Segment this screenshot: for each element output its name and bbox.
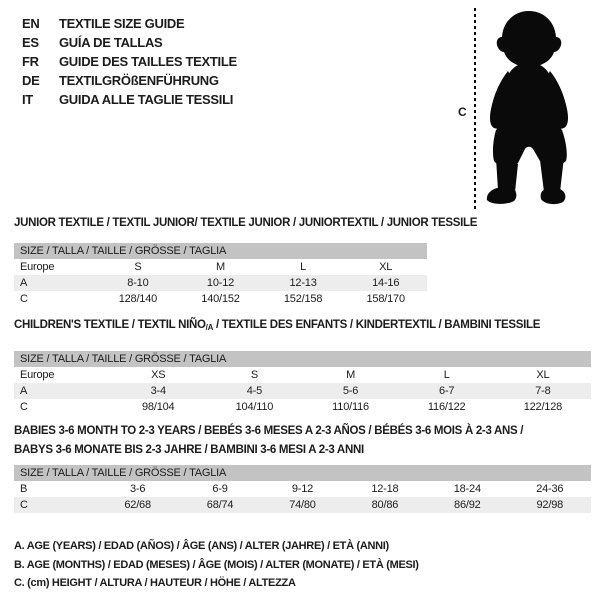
size-value-cell: 3-6 (129, 483, 146, 495)
guide-title: GUÍA DE TALLAS (59, 35, 163, 50)
size-value-cell: 3-4 (150, 385, 166, 397)
row-label-cell: Europe (20, 261, 55, 273)
size-value-cell: 140/152 (201, 293, 240, 305)
size-header-bar: SIZE / TALLA / TAILLE / GRÖSSE / TAGLIA (14, 243, 427, 259)
section-title-junior (14, 214, 477, 233)
table-row (14, 497, 591, 513)
size-value-cell: 80/86 (371, 499, 399, 511)
table-row (14, 275, 427, 291)
size-value-cell: 152/158 (283, 293, 323, 305)
section-title-text: BABYS 3-6 MONATE BIS 2-3 JAHRE / BAMBINI 3-6 MESI A 2-3 ANNI (14, 444, 364, 456)
size-value-cell: M (346, 369, 356, 381)
size-value-cell: 128/140 (118, 293, 158, 305)
size-value-cell: 158/170 (366, 293, 405, 305)
language-title-list (22, 14, 237, 109)
table-row (14, 291, 427, 307)
table-row (14, 399, 591, 415)
size-value-cell: XL (536, 369, 550, 381)
junior-size-table (14, 243, 427, 307)
size-table (14, 243, 427, 307)
size-value-cell: 9-12 (291, 483, 314, 495)
language-code: EN (22, 16, 40, 31)
size-value-cell: S (134, 261, 142, 273)
height-marker-label: C (458, 105, 467, 119)
legend-note-b: B. AGE (MONTHS) / EDAD (MESES) / ÂGE (MOIS) / ALTER (MONATE) / ETÀ (MESI) (14, 558, 419, 571)
size-value-cell: 110/116 (332, 401, 369, 413)
language-row-de (22, 71, 237, 90)
section-title-text: BABIES 3-6 MONTH TO 2-3 YEARS / BEBÉS 3-6 MESES A 2-3 AÑOS / BÉBÉS 3-6 MOIS À 2-3 ANS / (14, 425, 524, 437)
size-header-bar: SIZE / TALLA / TAILLE / GRÖSSE / TAGLIA (14, 351, 591, 367)
row-label-cell: Europe (20, 369, 55, 381)
language-row-en (22, 14, 237, 33)
height-dotted-line (474, 8, 476, 210)
size-value-cell: 18-24 (453, 483, 481, 495)
baby-silhouette-icon (481, 8, 577, 210)
size-value-cell: L (300, 261, 307, 273)
language-code: IT (22, 92, 33, 107)
children-size-table (14, 351, 591, 415)
table-row (14, 259, 427, 275)
size-value-cell: 68/74 (206, 499, 234, 511)
size-value-cell: 104/110 (235, 401, 274, 413)
size-table (14, 465, 591, 513)
language-code: FR (22, 54, 39, 69)
size-value-cell: 62/68 (124, 499, 151, 511)
language-row-fr (22, 52, 237, 71)
guide-title: TEXTILE SIZE GUIDE (59, 16, 185, 31)
row-label-cell: C (20, 499, 28, 511)
legend-notes (14, 537, 419, 593)
section-title-text: CHILDREN'S TEXTILE / TEXTIL NIÑO (14, 319, 206, 331)
size-value-cell: 14-16 (372, 277, 400, 289)
table-row (14, 367, 591, 383)
size-value-cell: 5-6 (342, 385, 359, 397)
row-label-cell: B (20, 483, 28, 495)
size-value-cell: 6-9 (212, 483, 228, 495)
size-table (14, 351, 591, 415)
babies-size-table (14, 465, 591, 513)
language-code: ES (22, 35, 39, 50)
language-code: DE (22, 73, 40, 88)
size-value-cell: L (443, 369, 450, 381)
size-value-cell: 86/92 (454, 499, 481, 511)
size-value-cell: 8-10 (127, 277, 149, 289)
size-value-cell: 24-36 (536, 483, 564, 495)
size-value-cell: 116/122 (427, 401, 466, 413)
guide-title: GUIDA ALLE TAGLIE TESSILI (59, 92, 234, 107)
language-row-es (22, 33, 237, 52)
row-label-cell: A (20, 385, 28, 397)
section-title-text: / TEXTILE DES ENFANTS / KINDERTEXTIL / BAMBINI TESSILE (213, 319, 541, 331)
size-value-cell: S (250, 369, 258, 381)
size-value-cell: 98/104 (142, 401, 175, 413)
title-subscript: /A (205, 323, 214, 332)
size-value-cell: 6-7 (439, 385, 455, 397)
table-row (14, 481, 591, 497)
size-value-cell: 7-8 (535, 385, 551, 397)
guide-title: GUIDE DES TAILLES TEXTILE (59, 54, 237, 69)
size-value-cell: M (216, 261, 225, 273)
size-value-cell: 74/80 (289, 499, 316, 511)
row-label-cell: A (20, 277, 28, 289)
size-value-cell: 4-5 (246, 385, 263, 397)
size-value-cell: 10-12 (206, 277, 235, 289)
legend-note-a: A. AGE (YEARS) / EDAD (AÑOS) / ÂGE (ANS) / ALTER (JAHRE) / ETÀ (ANNI) (14, 540, 389, 552)
language-row-it (22, 90, 237, 109)
section-title-text: JUNIOR TEXTILE / TEXTIL JUNIOR/ TEXTILE JUNIOR / JUNIORTEXTIL / JUNIOR TESSILE (14, 217, 478, 229)
legend-note-c: C. (cm) HEIGHT / ALTURA / HAUTEUR / HÖHE / ALTEZZA (14, 577, 296, 589)
size-value-cell: XL (379, 261, 393, 273)
size-value-cell: 122/128 (523, 401, 563, 413)
size-value-cell: 92/98 (536, 499, 564, 511)
row-label-cell: C (20, 293, 28, 305)
size-value-cell: 12-13 (289, 277, 317, 289)
table-row (14, 383, 591, 399)
section-title-babies (14, 422, 523, 460)
size-value-cell: 12-18 (371, 483, 399, 495)
size-value-cell: XS (151, 369, 166, 381)
row-label-cell: C (20, 401, 28, 413)
guide-title: TEXTILGRÖßENFÜHRUNG (59, 73, 219, 88)
size-header-bar: SIZE / TALLA / TAILLE / GRÖSSE / TAGLIA (14, 465, 591, 481)
section-title-children (14, 316, 540, 337)
